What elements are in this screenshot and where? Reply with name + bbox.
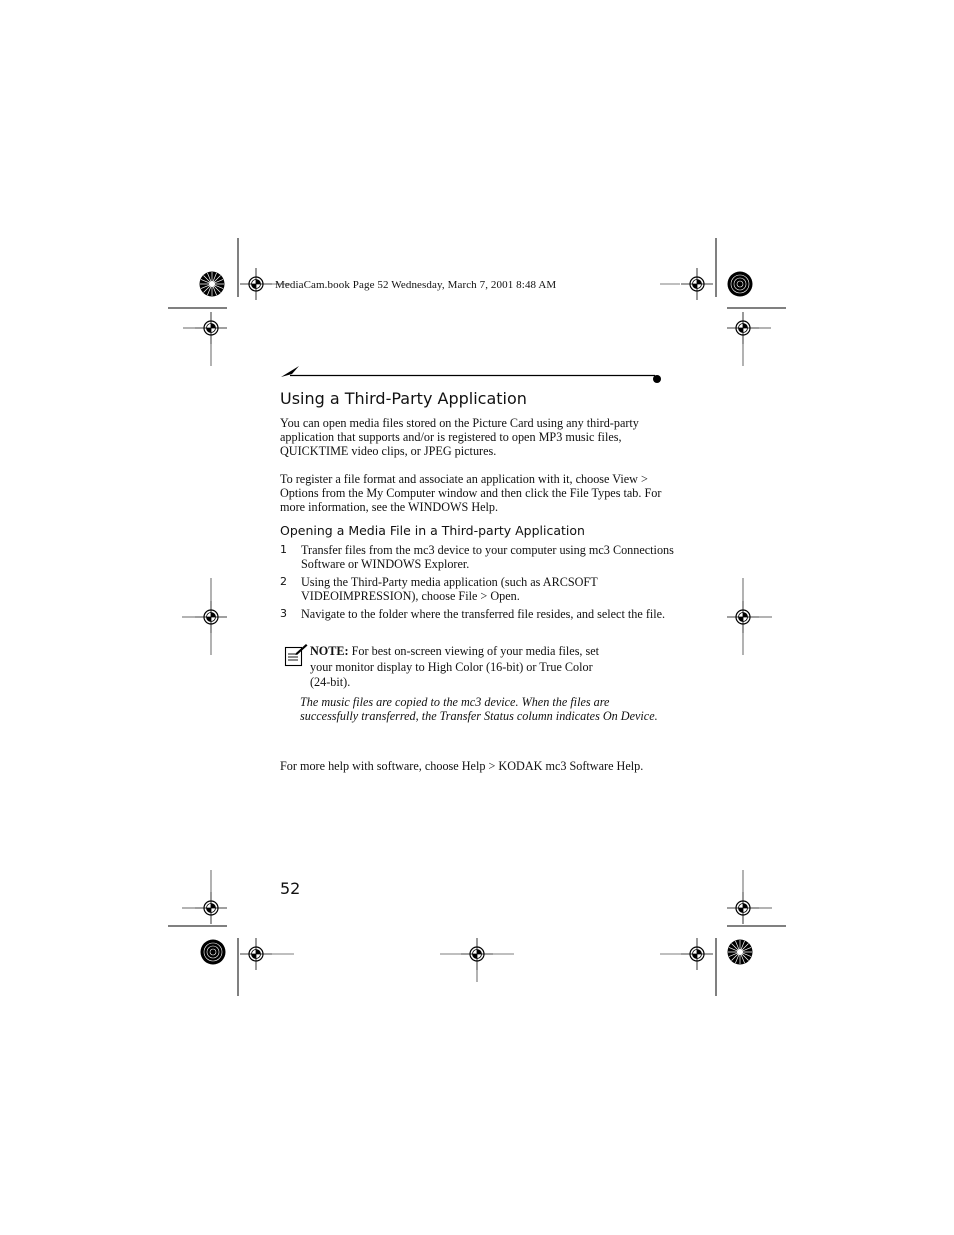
result-paragraph: The music files are copied to the mc3 device. When the files are successfully transferred, the Transfer Status column indicates On Device.: [300, 695, 658, 723]
section-heading: Using a Third-Party Application: [280, 389, 527, 408]
page-number: 52: [280, 879, 301, 898]
more-help-paragraph: For more help with software, choose Help > KODAK mc3 Software Help.: [280, 759, 644, 773]
step-number: 3: [280, 607, 287, 620]
note-label: NOTE:: [310, 644, 349, 658]
slug-line: MediaCam.book Page 52 Wednesday, March 7, 2001 8:48 AM: [275, 279, 557, 291]
step-text: Navigate to the folder where the transferred file resides, and select the file.: [301, 607, 666, 621]
step-text: Transfer files from the mc3 device to your computer using mc3 Connections Software or WINDOWS Explorer.: [301, 543, 674, 571]
note-body: For best on-screen viewing of your media files, set your monitor display to High Color (16-bit) or True Color (24-bit).: [310, 644, 600, 689]
step-number: 1: [280, 543, 287, 556]
register-paragraph: To register a file format and associate an application with it, choose View > Options from the My Computer window and then click the File Types tab. For more information, see the WINDOWS Help.: [280, 472, 662, 514]
intro-paragraph: You can open media files stored on the Picture Card using any third-party application that supports and/or is registered to open MP3 music files, QUICKTIME video clips, or JPEG pictures.: [280, 416, 639, 458]
subsection-heading: Opening a Media File in a Third-party Application: [280, 523, 585, 538]
note-pencil-icon: [284, 643, 308, 667]
step-text: Using the Third-Party media application (such as ARCSOFT VIDEOIMPRESSION), choose File > Open.: [301, 575, 598, 603]
step-number: 2: [280, 575, 287, 588]
note-text: [310, 644, 610, 691]
